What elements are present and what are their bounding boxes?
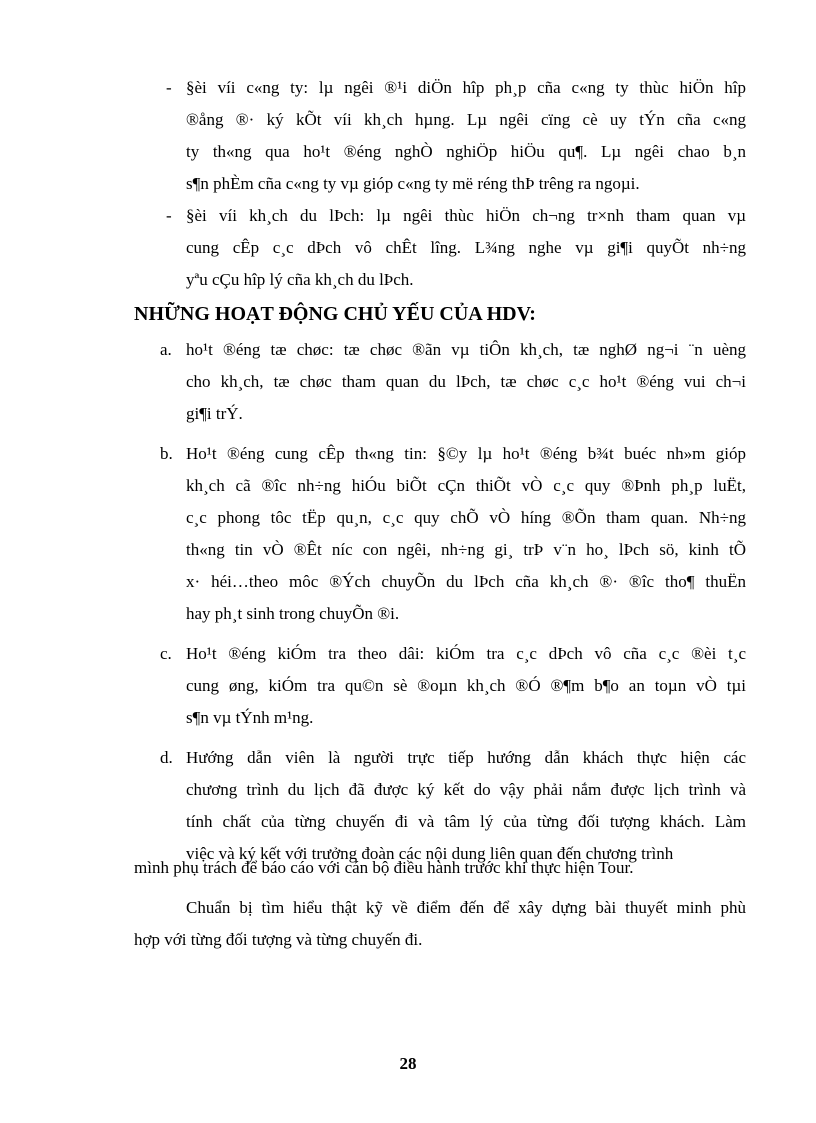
page-number: 28 [399, 1054, 417, 1073]
activity-item-organizing [160, 334, 746, 430]
text-line: ty th«ng qua ho¹t ®éng nghÒ nghiÖp hiÖu qu¶. Lµ ngêi chao b¸n [186, 142, 746, 161]
activity-item-information [160, 438, 746, 630]
text-line: s¶n phÈm cña c«ng ty vµ gióp c«ng ty më réng thÞ trêng ra ngoµi. [186, 174, 640, 193]
text-line: s¶n vµ tÝnh m¹ng. [186, 708, 314, 727]
text-line: việc và ký kết với trưởng đoàn các nội dung liên quan đến chương trình [186, 844, 674, 863]
activity-item-guiding-continuation: mình phụ trách để báo cáo với cán bộ điều hành trước khi thực hiện Tour. [134, 858, 634, 877]
text-line: §èi víi c«ng ty: lµ ngêi ®¹i diÖn hîp ph¸p cña c«ng ty thùc hiÖn hîp [186, 78, 746, 97]
text-line: §èi víi kh¸ch du lÞch: lµ ngêi thùc hiÖn ch¬ng tr×nh tham quan vµ [186, 206, 746, 225]
text-line: ®ång ®· ký kÕt víi kh¸ch hµng. Lµ ngêi cïng cè uy tÝn cña c«ng [186, 110, 746, 129]
text-line: th«ng tin vÒ ®Êt níc con ngêi, nh÷ng gi¸ trÞ v¨n ho¸ lÞch sö, kinh tÕ [186, 540, 746, 559]
text-line: yªu cÇu hîp lý cña kh¸ch du lÞch. [186, 270, 414, 289]
text-line: chương trình du lịch đã được ký kết do vậy phải nắm được lịch trình và [186, 780, 746, 799]
bullet-item-company [166, 72, 746, 200]
section-heading: NHỮNG HOẠT ĐỘNG CHỦ YẾU CỦA HDV: [134, 303, 536, 325]
text-line: hay ph¸t sinh trong chuyÕn ®i. [186, 604, 400, 623]
text-line: hợp với từng đối tượng và từng chuyến đi. [134, 930, 423, 949]
bullet-marker: - [166, 78, 172, 97]
activities-list [160, 334, 746, 878]
bullet-list [166, 72, 746, 296]
text-line: Chuẩn bị tìm hiểu thật kỹ về điểm đến để xây dựng bài thuyết minh phù [186, 898, 746, 917]
activity-item-guiding [160, 742, 746, 870]
text-line: ho¹t ®éng tæ chøc: tæ chøc ®ãn vµ tiÔn kh¸ch, tæ nghØ ng¬i ¨n uèng [186, 340, 746, 359]
text-line: cung cÊp c¸c dÞch vô chÊt lîng. L¾ng nghe vµ gi¶i quyÕt nh÷ng [186, 238, 746, 257]
list-marker: b. [160, 444, 173, 463]
text-line: cho kh¸ch, tæ chøc tham quan du lÞch, tæ chøc c¸c ho¹t ®éng vui ch¬i [186, 372, 746, 391]
text-line: Ho¹t ®éng kiÓm tra theo dâi: kiÓm tra c¸c dÞch vô cña c¸c ®èi t¸c [186, 644, 746, 663]
text-line: tính chất của từng chuyến đi và tâm lý của từng đối tượng khách. Làm [186, 812, 746, 831]
text-line: c¸c phong tôc tËp qu¸n, c¸c quy chÕ vÒ híng ®Õn tham quan. Nh÷ng [186, 508, 746, 527]
activity-item-monitoring [160, 638, 746, 734]
text-line: Hướng dẫn viên là người trực tiếp hướng dẫn khách thực hiện các [186, 748, 746, 767]
text-line: x· héi…theo môc ®Ých chuyÕn du lÞch cña kh¸ch ®· ®îc tho¶ thuËn [186, 572, 746, 591]
bullet-item-tourists [166, 200, 746, 296]
text-line: kh¸ch cã ®îc nh÷ng hiÓu biÕt cÇn thiÕt vÒ c¸c quy ®Þnh ph¸p luËt, [186, 476, 746, 495]
bullet-marker: - [166, 206, 172, 225]
list-marker: c. [160, 644, 172, 663]
list-marker: d. [160, 748, 173, 767]
closing-paragraph [134, 892, 746, 956]
text-line: cung øng, kiÓm tra qu©n sè ®oµn kh¸ch ®Ó ®¶m b¶o an toµn vÒ tµi [186, 676, 746, 695]
text-line: gi¶i trÝ. [186, 404, 243, 423]
text-line: Ho¹t ®éng cung cÊp th«ng tin: §©y lµ ho¹t ®éng b¾t buéc nh»m gióp [186, 444, 746, 463]
list-marker: a. [160, 340, 172, 359]
